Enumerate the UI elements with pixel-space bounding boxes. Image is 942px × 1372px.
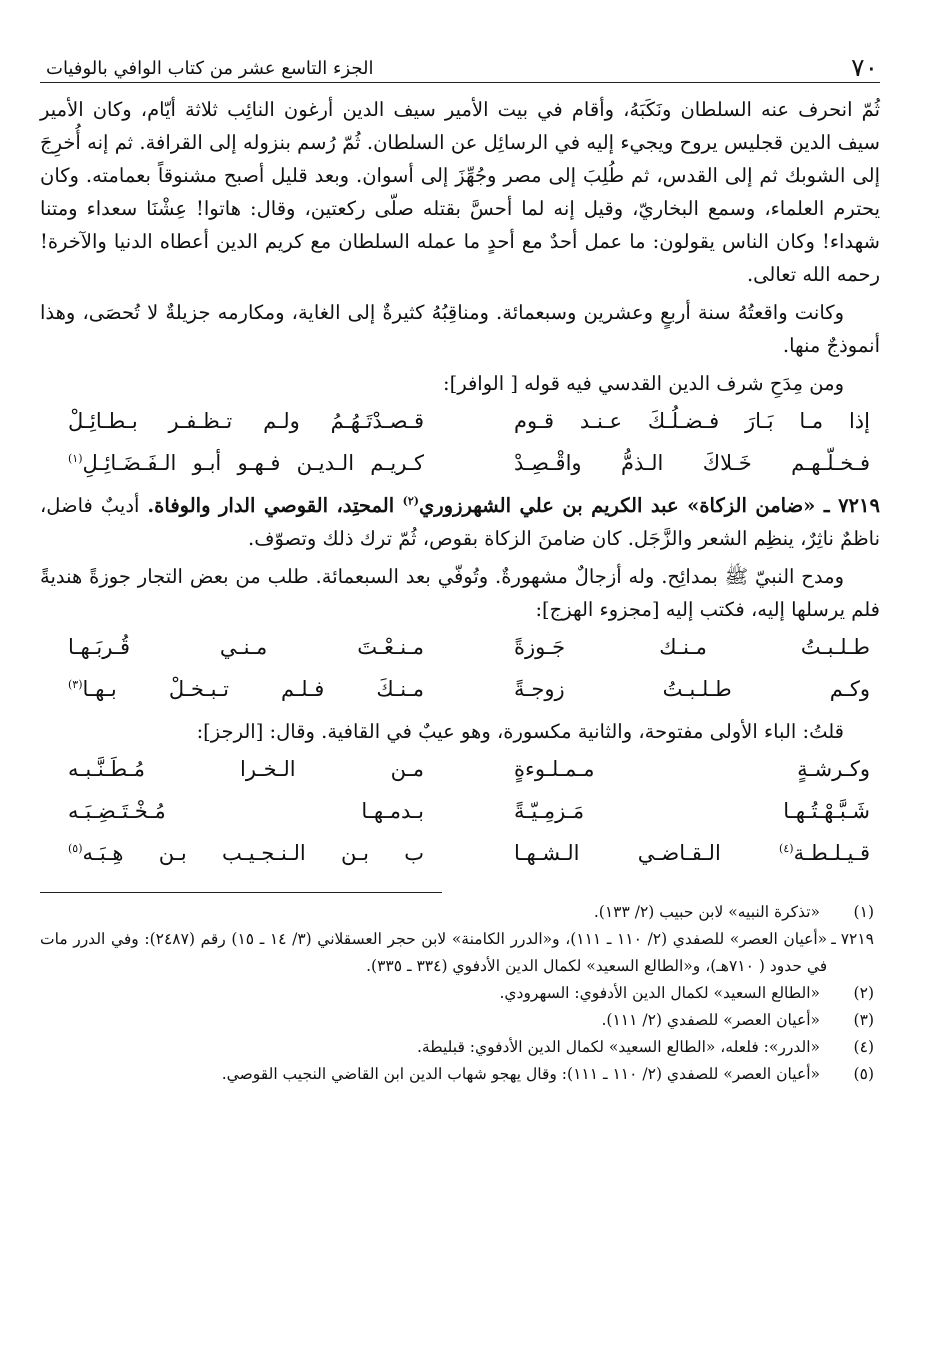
verse-left-text: كـريـم الـديـن فـهـو أبـو الـفَـضَـائِـلِ [82,450,424,475]
verse-left-hemistich: مـن الـخـرا مُـطَـنَّـبـه [68,756,424,781]
verse-left-text: قـصـدْتَـهُـمُ ولـم تـظـفـر بـطـائِـلْ [68,408,424,433]
verse-line [40,790,880,832]
footnote-key: (٣) [853,1011,874,1029]
entry-heading: ٧٢١٩ ـ «ضامن الزكاة» عبد الكريم بن علي الشهرزوري [419,494,880,517]
poem-rajaz [40,748,880,874]
page-header [40,38,880,83]
verse-line [40,400,880,442]
running-title: الجزء التاسع عشر من كتاب الوافي بالوفيات [46,58,374,79]
poem-wafir [40,400,880,484]
footnote [40,899,880,926]
verse-left-hemistich [68,673,424,706]
paragraph: وكانت واقعتُهُ سنة أربعٍ وعشرين وسبعمائة. ومناقِبُهُ كثيرةٌ إلى الغاية، ومكارمه جزيلةٌ لا تُحصَى، وهذا أنموذجٌ منها. [40,301,880,357]
verse-right-hemistich: فـخـلّـهـم خَـلاكَ الـذمُّ واقْـصِـدْ [514,450,870,475]
verse-right-hemistich: طـلـبـتُ مـنـك جَـوزةً [514,634,870,659]
footnote-text: «تذكرة النبيه» لابن حبيب (٢/ ١٣٣). [593,903,820,921]
verse-left-hemistich [68,405,424,438]
paragraph: ومدح النبيّ ﷺ بمدائِح. وله أزجالٌ مشهورةٌ. وتُوفّي بعد السبعمائة. طلب من بعض التجار جوزةً هنديةً فلم يرسلها إليه، فكتب إليه [مجزوء الهزج]: [40,565,880,621]
verse-intro: ومن مِدَحِ شرف الدين القدسي فيه قوله [ الوافر]: [443,372,844,395]
verse-line [40,442,880,484]
verse-line [40,748,880,790]
footnote-key: ٧٢١٩ ـ [831,930,874,948]
footnotes [40,899,880,1088]
footnote-text: «أعيان العصر» للصفدي (٢/ ١١٠ ـ ١١١)، و«الدرر الكامنة» لابن حجر العسقلاني (٣/ ١٤ ـ ١٥) رقم (٢٤٨٧): وفي الدرر مات في حدود ( ٧١٠هـ)، و«الطالع السعيد» لكمال الدين الأدفوي (٣٣٤ ـ ٣٣٥). [40,930,828,975]
verse-left-text: مـنـكَ فـلـم تـبـخـلْ بـهـا [82,676,424,701]
verse-left-hemistich [68,447,424,480]
footnote-key: (٢) [853,984,874,1002]
verse-right-hemistich: إذا مـا بَـارَ فـضـلُـكَ عـنـد قـوم [514,408,870,433]
footnote [40,926,880,980]
verse-right-text: قـيـلـطـة [793,840,870,865]
book-page [40,38,880,1088]
verse-left-text: ب بـن الـنـجـيـب بـن هِـبَـه [82,840,424,865]
entry-text: أديبٌ فاضل، ناظمٌ ناثِرٌ، ينظِم الشعر والزَّجَل. كان ضامنَ الزكاة بقوص، ثُمّ ترك ذلك وتصوّف. [40,494,880,550]
verse-line [40,626,880,668]
verse-left-hemistich: بـدمـهـا مُـخْـتَـضِـبَـه [68,798,424,823]
footnote-text: «الطالع السعيد» لكمال الدين الأدفوي: السهرودي. [499,984,820,1002]
footnote-text: «أعيان العصر» للصفدي (٢/ ١١٠ ـ ١١١): وقال يهجو شهاب الدين ابن القاضي النجيب القوصي. [221,1065,820,1083]
verse-left-hemistich [68,837,424,870]
footnote [40,980,880,1007]
footnote-ref: (٤) [779,841,794,855]
footnote-ref: (٣) [68,677,83,691]
page-number: ٧٠ [851,53,878,82]
verse-left-hemistich [68,631,424,664]
verse-right-hemistich: وكـم طـلـبـتُ زوجـةً [514,676,870,701]
entry-heading-tail: المحتِد، القوصي الدار والوفاة. [147,494,403,517]
paragraph: ثُمّ انحرف عنه السلطان ونَكَبَهُ، وأقام في بيت الأمير سيف الدين أرغون النائِب ثلاثة أيّام، وكان الأمير سيف الدين قجليس يروح ويجيء إليه في الرسائِل عن السلطان. ثُمّ رُسم بنزوله إلى القرافة. ثم إنه أُخرِجَ إلى الشوبك ثم إلى القدس، ثم طُلِبَ إلى مصر وجُهِّزَ إلى أسوان. وبعد قليل أصبح مشنوقاً بعمامته. وكان يحترم العلماء، وسمع البخاريّ، وقيل إنه لما أحسَّ بقتله صلّى ركعتين، وقال: هاتوا! عِشْنَا سعداء ومتنا شهداء! وكان الناس يقولون: ما عمل أحدٌ مع أحدٍ ما عمله السلطان مع كريم الدين أعطاه الدنيا والآخرة! رحمه الله تعالى. [40,98,880,286]
footnote-ref: (١) [68,451,83,465]
verse-line [40,832,880,874]
paragraph: قلتُ: الباء الأولى مفتوحة، والثانية مكسورة، وهو عيبٌ في القافية. وقال: [الرجز]: [196,720,844,743]
verse-right-text-cont: الـقـاضـي الـشـهـا [514,840,780,865]
poem-hazaj [40,626,880,710]
verse-left-text: مـنـعْـتَ مـنـي قُـربَـهـا [68,634,424,659]
footnote [40,1034,880,1061]
footnote-key: (٤) [853,1038,874,1056]
footnote-text: «الدرر»: فلعله، «الطالع السعيد» لكمال الدين الأدفوي: قبليطة. [417,1038,820,1056]
verse-right-hemistich: شَـبَّـهْـتُـهـا مَـزمِـيّـةً [514,798,870,823]
footnote-separator [40,892,442,893]
footnote-ref: (٢) [402,494,419,508]
verse-right-hemistich: وكـرشـةٍ مـمـلـوءةٍ [514,756,870,781]
footnote-text: «أعيان العصر» للصفدي (٢/ ١١١). [601,1011,820,1029]
verse-line [40,668,880,710]
footnote-key: (٥) [853,1065,874,1083]
footnote-key: (١) [853,903,874,921]
footnote [40,1061,880,1088]
footnote-ref: (٥) [68,841,83,855]
verse-right-hemistich [514,837,870,870]
biography-entry [40,489,880,555]
footnote [40,1007,880,1034]
main-text [40,93,880,874]
